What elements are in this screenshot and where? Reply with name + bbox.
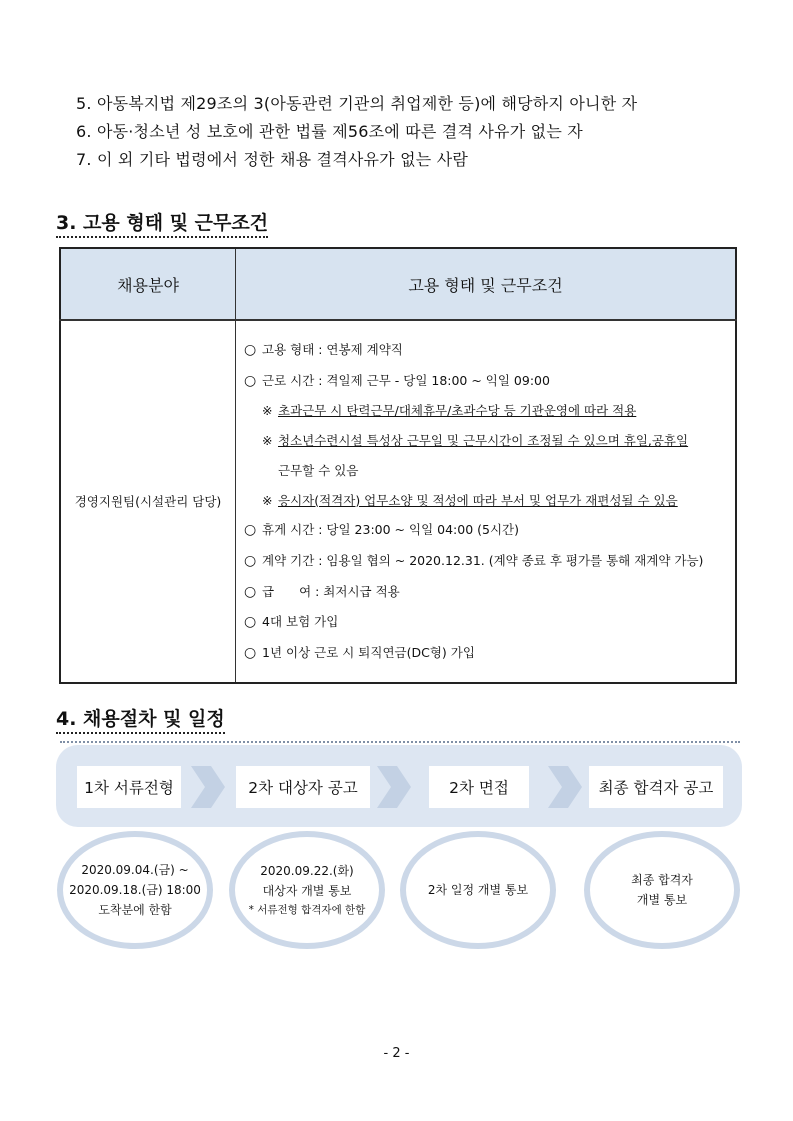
divider [60,741,740,743]
condition-row: ○ 급 여 : 최저시급 적용 [244,577,729,608]
circle-bullet-icon: ○ [244,342,257,358]
list-item: 5. 아동복지법 제29조의 3(아동관련 기관의 취업제한 등)에 해당하지 아니한 자 [76,94,638,113]
eligibility-list [76,90,637,174]
condition-row: ○ 휴게 시간 : 당일 23:00 ~ 익일 04:00 (5시간) [244,515,729,546]
step-1-detail: 2020.09.04.(금) ~ 2020.09.18.(금) 18:00 도착분에 한함 [57,831,213,949]
list-item: 7. 이 외 기타 법령에서 정한 채용 결격사유가 없는 사람 [76,150,469,169]
page-number: - 2 - [383,1046,410,1061]
condition-row: ○ 4대 보험 가입 [244,607,729,638]
list-item: 6. 아동·청소년 성 보호에 관한 법률 제56조에 따른 결격 사유가 없는 자 [76,122,583,141]
circle-bullet-icon: ○ [244,372,257,389]
condition-row: ○ 계약 기간 : 임용일 협의 ~ 2020.12.31. (계약 종료 후 평가를 통해 재계약 가능) [244,546,729,577]
circle-bullet-icon: ○ [244,583,257,600]
employment-conditions-table [59,247,737,684]
step-4-detail: 최종 합격자 개별 통보 [584,831,740,949]
circle-bullet-icon: ○ [244,614,257,631]
step-3-box: 2차 면접 [429,766,529,808]
step-2-box: 2차 대상자 공고 [236,766,370,808]
condition-row: ○ 1년 이상 근로 시 퇴직연금(DC형) 가입 [244,638,729,669]
section-4-title: 4. 채용절차 및 일정 [56,704,225,734]
condition-row: ○ 근로 시간 : 격일제 근무 - 당일 18:00 ~ 익일 09:00 [244,366,729,397]
circle-bullet-icon: ○ [244,522,257,539]
section-3-title: 3. 고용 형태 및 근무조건 [56,208,268,238]
circle-bullet-icon: ○ [244,552,257,569]
field-cell: 경영지원팀(시설관리 담당) [60,320,236,683]
chevron-right-icon [189,766,227,808]
table-header-row [60,248,736,320]
chevron-right-icon [375,766,413,808]
reference-mark-icon: ※ [262,403,273,419]
reference-mark-icon: ※ [262,492,273,508]
table-row [60,320,736,683]
step-3-detail: 2차 일정 개별 통보 [400,831,556,949]
condition-note-continued: 근무할 수 있음 [278,462,359,478]
condition-note: ※ 초과근무 시 탄력근무/대체휴무/초과수당 등 기관운영에 따라 적용 [244,396,729,426]
detail-cell [236,320,737,683]
header-field: 채용분야 [60,248,236,320]
chevron-right-icon [546,766,584,808]
reference-mark-icon: ※ [262,433,273,449]
step-4-box: 최종 합격자 공고 [589,766,723,808]
step-2-detail: 2020.09.22.(화) 대상자 개별 통보 * 서류전형 합격자에 한함 [229,831,385,949]
condition-note: ※ 청소년수련시설 특성상 근무일 및 근무시간이 조정될 수 있으며 휴일,공휴일 [244,426,729,456]
step-1-box: 1차 서류전형 [77,766,181,808]
condition-note: ※ 응시자(적격자) 업무소양 및 적성에 따라 부서 및 업무가 재편성될 수 있음 [244,486,729,516]
circle-bullet-icon: ○ [244,645,257,662]
header-detail: 고용 형태 및 근무조건 [236,248,737,320]
condition-row: ○ 고용 형태 : 연봉제 계약직 [244,335,729,366]
